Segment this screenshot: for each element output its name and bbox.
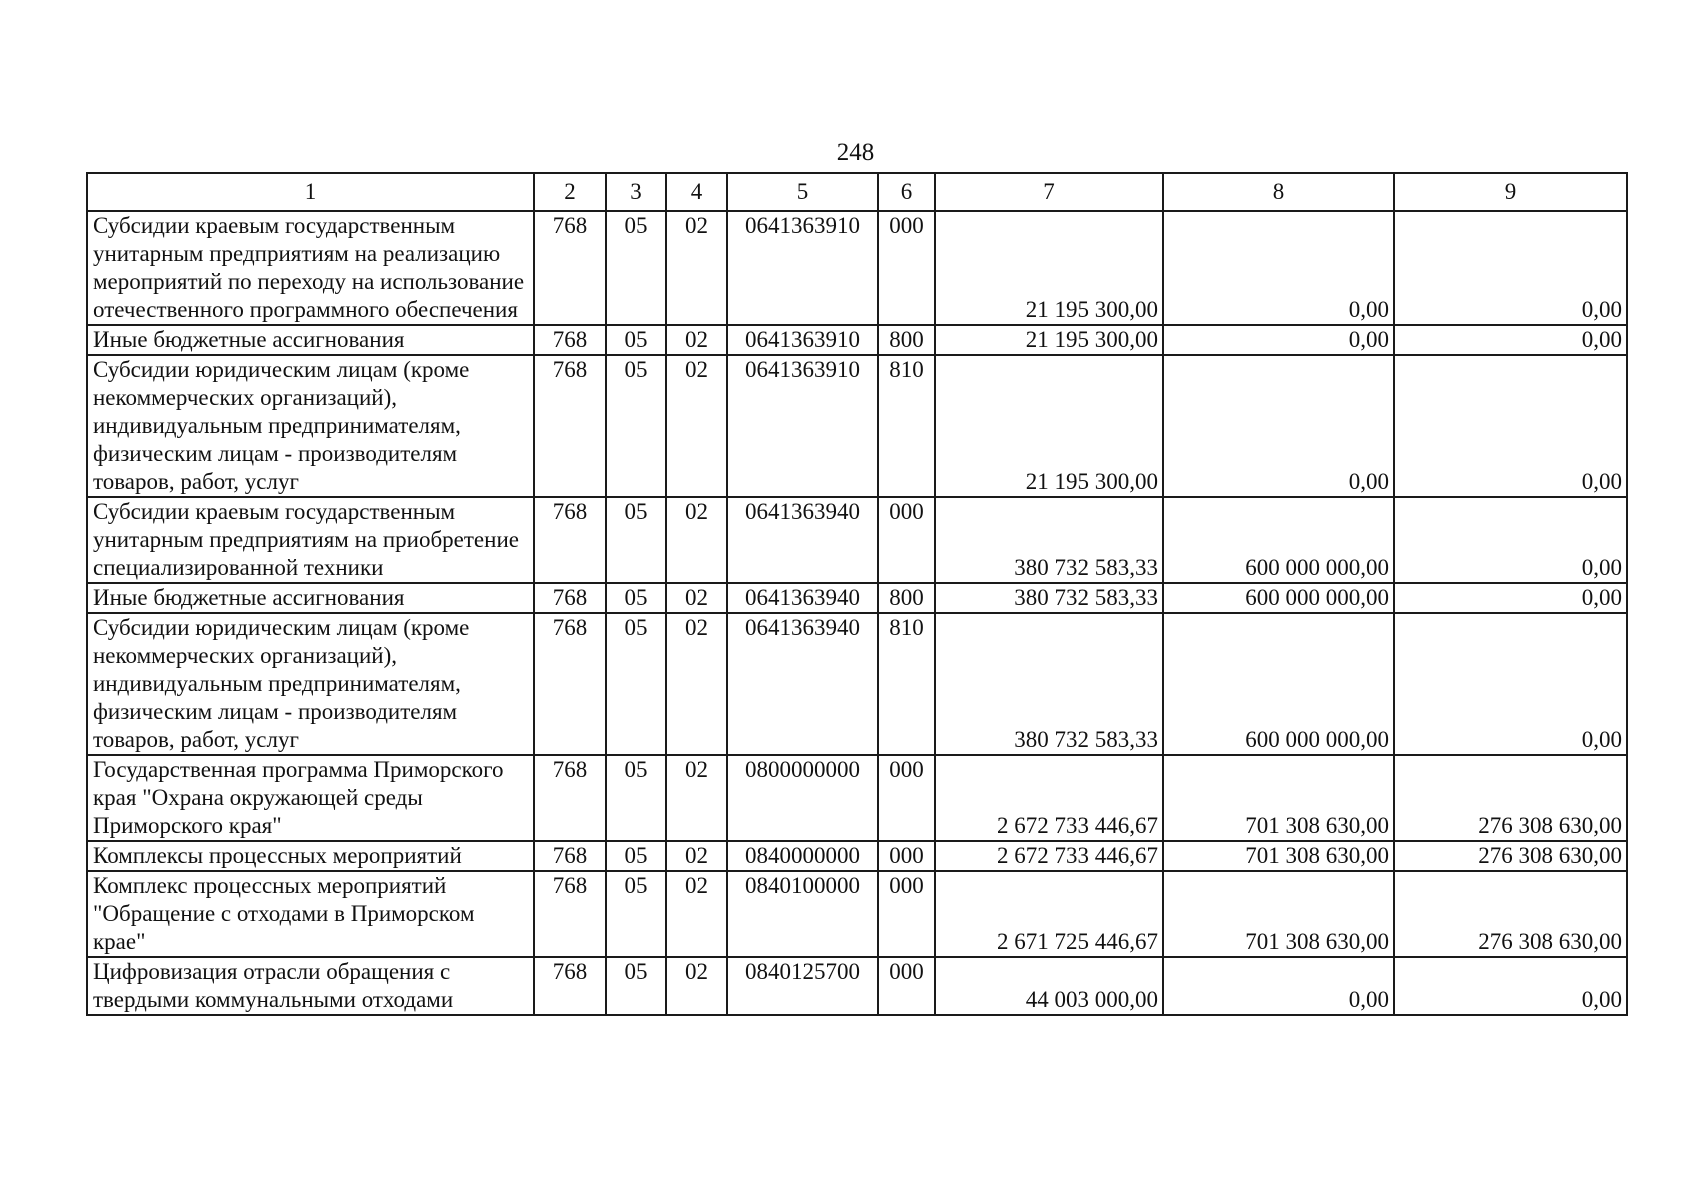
expense-name-cell: Государственная программа Приморского края "Охрана окружающей среды Приморского края" [87, 755, 534, 841]
subsection-code-cell: 02 [666, 871, 727, 957]
target-article-code-cell: 0840100000 [727, 871, 878, 957]
amount-col8-cell: 701 308 630,00 [1163, 755, 1394, 841]
subsection-code-cell: 02 [666, 755, 727, 841]
subsection-code-cell: 02 [666, 355, 727, 497]
amount-col7-cell: 21 195 300,00 [935, 355, 1163, 497]
table-row [87, 211, 1627, 325]
expense-type-code-cell: 810 [878, 613, 935, 755]
subsection-code-cell: 02 [666, 497, 727, 583]
amount-col9-cell: 0,00 [1394, 355, 1627, 497]
ministry-code-cell: 768 [534, 355, 606, 497]
expense-name-cell: Цифровизация отрасли обращения с твердыми коммунальными отходами [87, 957, 534, 1015]
amount-col9-cell: 0,00 [1394, 497, 1627, 583]
page-number: 248 [836, 139, 875, 166]
column-header: 7 [935, 173, 1163, 211]
table-row [87, 957, 1627, 1015]
table-row [87, 583, 1627, 613]
ministry-code-cell: 768 [534, 755, 606, 841]
ministry-code-cell: 768 [534, 583, 606, 613]
ministry-code-cell: 768 [534, 841, 606, 871]
expense-name-cell: Субсидии краевым государственным унитарным предприятиям на приобретение специализированной техники [87, 497, 534, 583]
target-article-code-cell: 0641363910 [727, 325, 878, 355]
amount-col7-cell: 380 732 583,33 [935, 497, 1163, 583]
target-article-code-cell: 0840125700 [727, 957, 878, 1015]
expense-type-code-cell: 000 [878, 497, 935, 583]
expense-name-cell: Иные бюджетные ассигнования [87, 583, 534, 613]
column-header: 6 [878, 173, 935, 211]
budget-table [86, 172, 1628, 1016]
table-row [87, 325, 1627, 355]
section-code-cell: 05 [606, 755, 666, 841]
table-row [87, 613, 1627, 755]
section-code-cell: 05 [606, 957, 666, 1015]
amount-col8-cell: 600 000 000,00 [1163, 497, 1394, 583]
amount-col9-cell: 0,00 [1394, 583, 1627, 613]
table-row [87, 871, 1627, 957]
section-code-cell: 05 [606, 613, 666, 755]
expense-type-code-cell: 800 [878, 325, 935, 355]
expense-name-cell: Субсидии юридическим лицам (кроме некоммерческих организаций), индивидуальным предпринимателям, физическим лицам - производителям товаров, работ, услуг [87, 613, 534, 755]
amount-col7-cell: 380 732 583,33 [935, 583, 1163, 613]
amount-col8-cell: 0,00 [1163, 957, 1394, 1015]
section-code-cell: 05 [606, 355, 666, 497]
amount-col8-cell: 0,00 [1163, 211, 1394, 325]
subsection-code-cell: 02 [666, 957, 727, 1015]
expense-type-code-cell: 000 [878, 841, 935, 871]
amount-col7-cell: 21 195 300,00 [935, 325, 1163, 355]
subsection-code-cell: 02 [666, 583, 727, 613]
subsection-code-cell: 02 [666, 211, 727, 325]
amount-col7-cell: 2 672 733 446,67 [935, 755, 1163, 841]
amount-col9-cell: 276 308 630,00 [1394, 871, 1627, 957]
amount-col9-cell: 276 308 630,00 [1394, 755, 1627, 841]
expense-name-cell: Комплексы процессных мероприятий [87, 841, 534, 871]
expense-type-code-cell: 800 [878, 583, 935, 613]
amount-col8-cell: 0,00 [1163, 355, 1394, 497]
amount-col7-cell: 2 671 725 446,67 [935, 871, 1163, 957]
expense-type-code-cell: 000 [878, 211, 935, 325]
section-code-cell: 05 [606, 583, 666, 613]
section-code-cell: 05 [606, 841, 666, 871]
expense-type-code-cell: 810 [878, 355, 935, 497]
target-article-code-cell: 0641363910 [727, 211, 878, 325]
amount-col9-cell: 0,00 [1394, 325, 1627, 355]
expense-type-code-cell: 000 [878, 957, 935, 1015]
section-code-cell: 05 [606, 325, 666, 355]
amount-col8-cell: 0,00 [1163, 325, 1394, 355]
target-article-code-cell: 0641363910 [727, 355, 878, 497]
amount-col7-cell: 21 195 300,00 [935, 211, 1163, 325]
amount-col8-cell: 701 308 630,00 [1163, 871, 1394, 957]
amount-col7-cell: 44 003 000,00 [935, 957, 1163, 1015]
table-row [87, 755, 1627, 841]
subsection-code-cell: 02 [666, 841, 727, 871]
expense-type-code-cell: 000 [878, 871, 935, 957]
column-header: 8 [1163, 173, 1394, 211]
amount-col7-cell: 380 732 583,33 [935, 613, 1163, 755]
table-row [87, 355, 1627, 497]
column-number-header-row [87, 173, 1627, 211]
section-code-cell: 05 [606, 211, 666, 325]
target-article-code-cell: 0641363940 [727, 583, 878, 613]
amount-col9-cell: 0,00 [1394, 957, 1627, 1015]
ministry-code-cell: 768 [534, 325, 606, 355]
target-article-code-cell: 0641363940 [727, 613, 878, 755]
amount-col8-cell: 600 000 000,00 [1163, 583, 1394, 613]
ministry-code-cell: 768 [534, 871, 606, 957]
amount-col7-cell: 2 672 733 446,67 [935, 841, 1163, 871]
expense-name-cell: Субсидии юридическим лицам (кроме некоммерческих организаций), индивидуальным предпринимателям, физическим лицам - производителям товаров, работ, услуг [87, 355, 534, 497]
column-header: 1 [87, 173, 534, 211]
section-code-cell: 05 [606, 871, 666, 957]
ministry-code-cell: 768 [534, 957, 606, 1015]
subsection-code-cell: 02 [666, 325, 727, 355]
target-article-code-cell: 0800000000 [727, 755, 878, 841]
expense-name-cell: Комплекс процессных мероприятий "Обращение с отходами в Приморском крае" [87, 871, 534, 957]
target-article-code-cell: 0641363940 [727, 497, 878, 583]
section-code-cell: 05 [606, 497, 666, 583]
column-header: 9 [1394, 173, 1627, 211]
amount-col8-cell: 600 000 000,00 [1163, 613, 1394, 755]
expense-name-cell: Иные бюджетные ассигнования [87, 325, 534, 355]
subsection-code-cell: 02 [666, 613, 727, 755]
expense-type-code-cell: 000 [878, 755, 935, 841]
amount-col9-cell: 0,00 [1394, 613, 1627, 755]
amount-col9-cell: 0,00 [1394, 211, 1627, 325]
table-row [87, 497, 1627, 583]
column-header: 2 [534, 173, 606, 211]
amount-col8-cell: 701 308 630,00 [1163, 841, 1394, 871]
ministry-code-cell: 768 [534, 497, 606, 583]
amount-col9-cell: 276 308 630,00 [1394, 841, 1627, 871]
column-header: 3 [606, 173, 666, 211]
column-header: 4 [666, 173, 727, 211]
column-header: 5 [727, 173, 878, 211]
ministry-code-cell: 768 [534, 211, 606, 325]
ministry-code-cell: 768 [534, 613, 606, 755]
expense-name-cell: Субсидии краевым государственным унитарным предприятиям на реализацию мероприятий по переходу на использование отечественного программного обеспечения [87, 211, 534, 325]
target-article-code-cell: 0840000000 [727, 841, 878, 871]
table-row [87, 841, 1627, 871]
